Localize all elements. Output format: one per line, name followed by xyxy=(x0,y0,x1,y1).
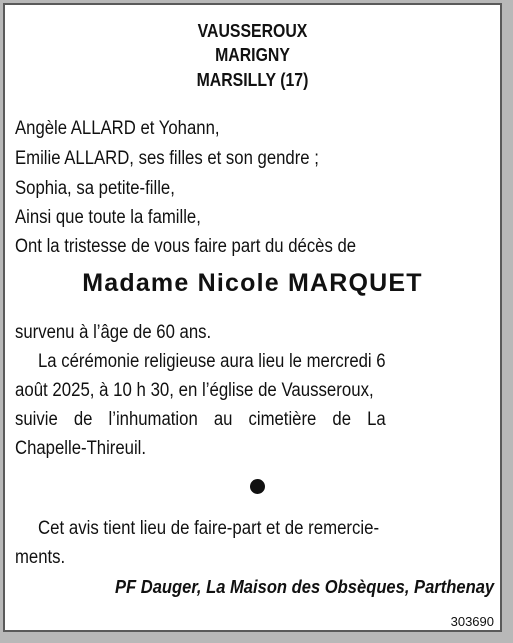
closing-line: ments. xyxy=(15,547,66,568)
bullet-separator xyxy=(250,479,265,494)
intro-line: Sophia, sa petite-fille, xyxy=(15,178,175,199)
intro-line: Ainsi que toute la famille, xyxy=(15,207,201,228)
intro-line: Angèle ALLARD et Yohann, xyxy=(15,118,220,139)
ceremony-line: août 2025, à 10 h 30, en l’église de Vausseroux, xyxy=(15,380,374,401)
reference-number: 303690 xyxy=(450,614,494,629)
ceremony-line: La cérémonie religieuse aura lieu le mercredi 6 xyxy=(38,351,386,372)
ceremony-line: suivie de l’inhumation au cimetière de La xyxy=(15,409,386,430)
closing-line: Cet avis tient lieu de faire-part et de remercie- xyxy=(38,518,380,539)
intro-line: Ont la tristesse de vous faire part du décès de xyxy=(15,236,357,257)
funeral-home-signature: PF Dauger, La Maison des Obsèques, Parthenay xyxy=(114,577,494,597)
header-locality-3: MARSILLY (17) xyxy=(196,70,309,90)
header-locality-2: MARIGNY xyxy=(215,45,290,65)
age-line: survenu à l’âge de 60 ans. xyxy=(15,322,212,343)
header-locality-1: VAUSSEROUX xyxy=(197,21,308,41)
intro-line: Emilie ALLARD, ses filles et son gendre ; xyxy=(15,148,319,169)
obituary-notice xyxy=(3,3,502,632)
deceased-name: Madame Nicole MARQUET xyxy=(82,269,423,297)
ceremony-line: Chapelle-Thireuil. xyxy=(15,438,147,459)
